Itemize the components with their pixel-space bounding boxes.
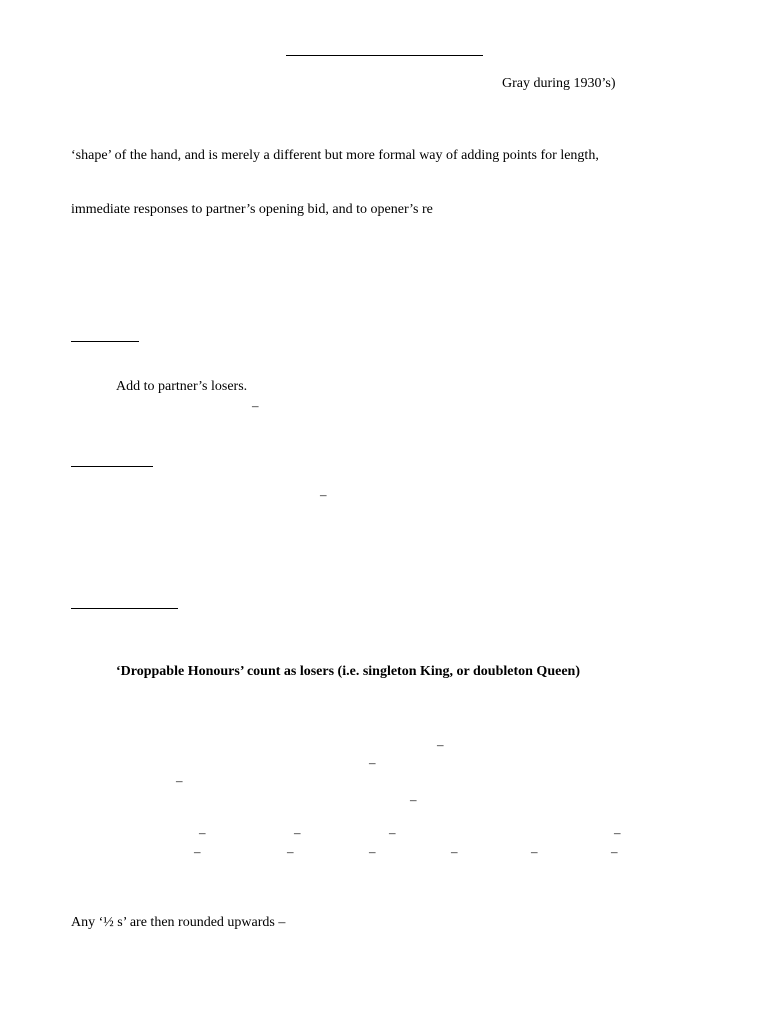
paragraph-line-responses: immediate responses to partner’s opening bid, and to opener’s re	[71, 202, 433, 217]
section-underline-1	[71, 341, 139, 342]
add-losers-text: Add to partner’s losers.	[116, 379, 248, 394]
dash-mark: –	[369, 755, 376, 770]
dash-mark: –	[437, 737, 444, 752]
dash-mark: –	[176, 773, 183, 788]
section-underline-2	[71, 466, 153, 467]
rounded-upwards-text: Any ‘½ s’ are then rounded upwards –	[71, 915, 286, 930]
dash-mark: –	[410, 792, 417, 807]
dash-mark: –	[199, 825, 206, 840]
dash-mark: –	[294, 825, 301, 840]
dash-mark: –	[369, 844, 376, 859]
title-fragment: Gray during 1930’s)	[502, 76, 616, 91]
droppable-honours-text: ‘Droppable Honours’ count as losers (i.e. singleton King, or doubleton Queen)	[116, 664, 580, 679]
paragraph-line-shape: ‘shape’ of the hand, and is merely a different but more formal way of adding points for length,	[71, 148, 599, 163]
section-underline-3	[71, 608, 178, 609]
dash-mark: –	[287, 844, 294, 859]
dash-mark: –	[614, 825, 621, 840]
dash-mark: –	[611, 844, 618, 859]
dash-mark: –	[451, 844, 458, 859]
dash-mark: –	[531, 844, 538, 859]
dash-mark: –	[320, 487, 327, 502]
dash-mark: –	[389, 825, 396, 840]
dash-mark: –	[194, 844, 201, 859]
heading-underline	[286, 55, 483, 56]
dash-mark: –	[252, 398, 259, 413]
